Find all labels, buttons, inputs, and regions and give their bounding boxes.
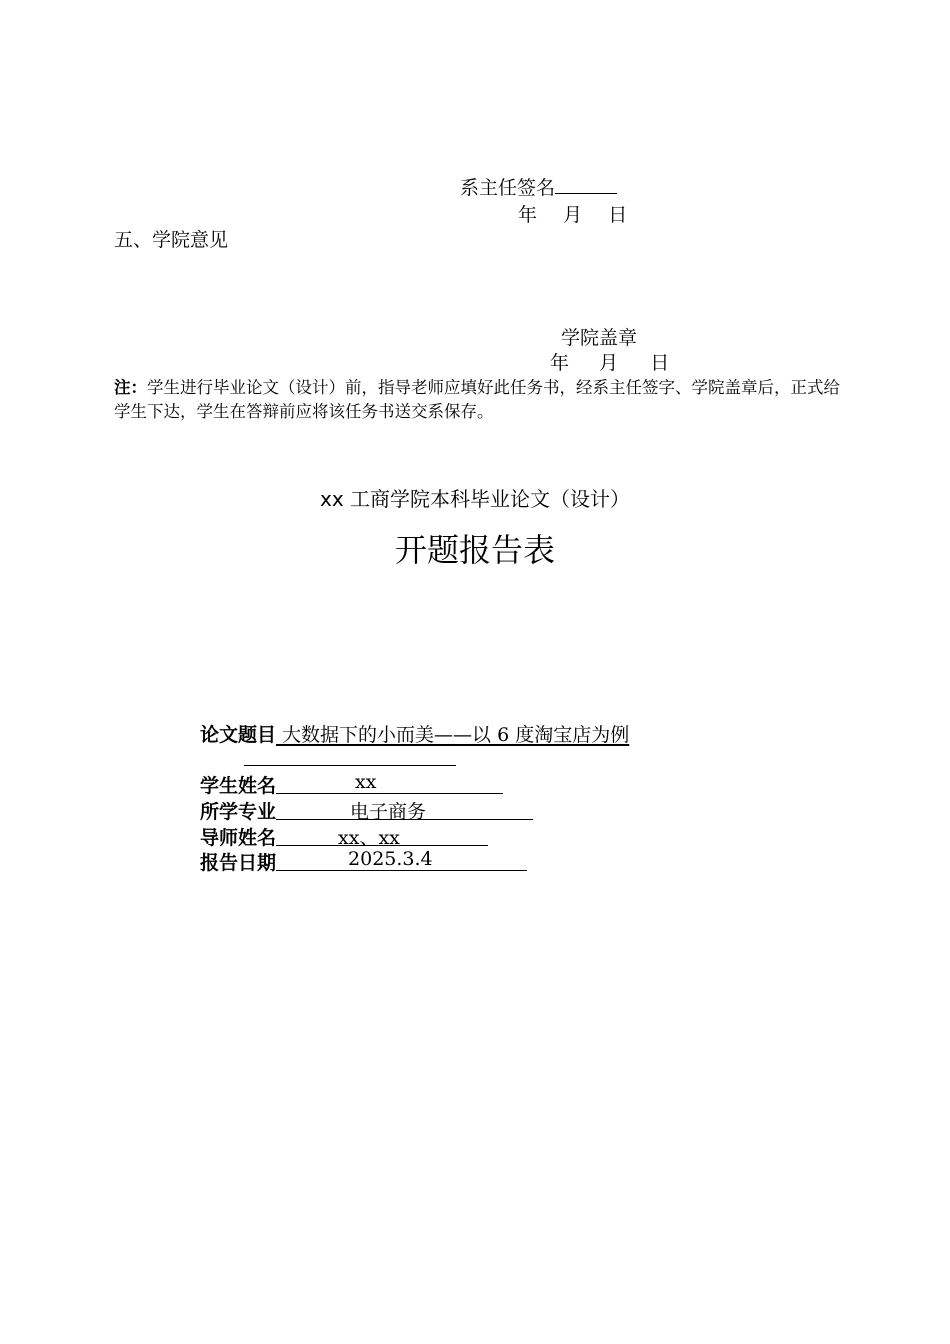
student-name-row — [200, 771, 503, 798]
advisor-name-row — [200, 823, 488, 850]
date-year-label: 年 — [518, 204, 538, 226]
dept-head-signature — [460, 173, 617, 200]
date-day-label: 日 — [650, 352, 670, 374]
date-month-label: 月 — [599, 352, 619, 374]
major-blank — [276, 797, 533, 823]
note-colon: ： — [130, 378, 147, 397]
report-date-value: 2025.3.4 — [348, 848, 433, 870]
report-date-blank — [276, 848, 527, 871]
school-title: xx 工商学院本科毕业论文（设计） — [319, 487, 631, 511]
date-month-label: 月 — [563, 204, 583, 226]
dept-head-date — [518, 200, 627, 227]
note-text: 学生进行毕业论文（设计）前，指导老师应填好此任务书，经系主任签字、学院盖章后，正式给学生下达，学生在答辩前应将该任务书送交系保存。 — [114, 378, 840, 421]
advisor-name-blank — [276, 823, 488, 849]
dept-head-signature-label: 系主任签名 — [460, 177, 556, 199]
student-name-label: 学生姓名 — [200, 775, 277, 797]
thesis-title-continuation-line — [244, 745, 456, 766]
student-name-value: xx — [355, 771, 377, 793]
student-name-blank — [276, 771, 503, 794]
signature-blank — [555, 192, 617, 194]
note-label: 注 — [114, 378, 131, 397]
major-value: 电子商务 — [350, 801, 427, 823]
section-heading-college-opinion: 五、学院意见 — [114, 229, 229, 251]
form-title: 开题报告表 — [394, 531, 555, 569]
major-row — [200, 797, 533, 824]
report-date-label: 报告日期 — [200, 852, 277, 874]
advisor-name-label: 导师姓名 — [200, 827, 277, 849]
advisor-name-value: xx、xx — [338, 827, 400, 849]
thesis-title-label: 论文题目 — [200, 724, 277, 746]
date-year-label: 年 — [550, 352, 570, 374]
thesis-title-value: 大数据下的小而美——以 6 度淘宝店为例 — [276, 724, 630, 746]
note-paragraph — [114, 376, 844, 424]
thesis-title-row — [200, 720, 629, 747]
date-day-label: 日 — [608, 204, 628, 226]
college-seal-date — [550, 348, 669, 375]
college-seal-label: 学院盖章 — [561, 327, 638, 349]
report-date-row — [200, 848, 527, 875]
major-label: 所学专业 — [200, 801, 277, 823]
